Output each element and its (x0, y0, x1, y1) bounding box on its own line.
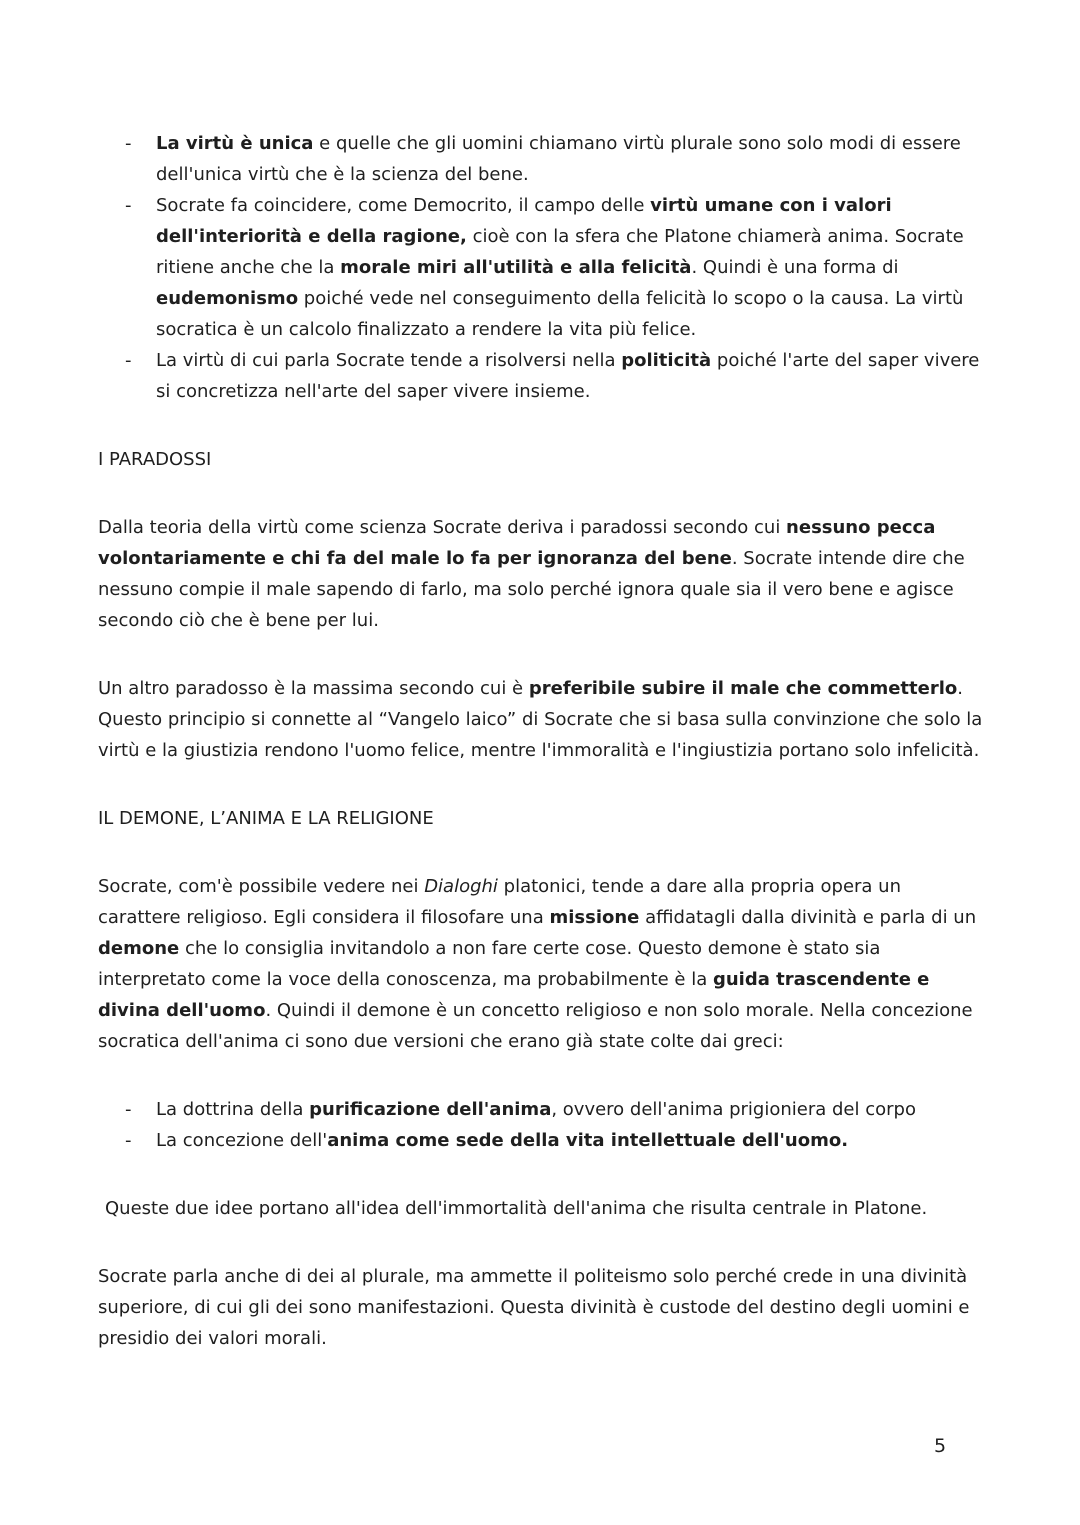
paragraph-demone (98, 871, 988, 1057)
paragraph-immortalita (98, 1193, 988, 1224)
bold-text: virtù umane con i valori dell'interiorità e della ragione, (156, 195, 892, 247)
list-item (98, 1094, 988, 1125)
bold-text: demone (98, 938, 180, 959)
bold-text: eudemonismo (156, 288, 299, 309)
text-run: Queste due idee portano all'idea dell'immortalità dell'anima che risulta centrale in Platone. (105, 1198, 928, 1219)
section-heading-demone: IL DEMONE, L’ANIMA E LA RELIGIONE (98, 808, 434, 829)
text-run: Socrate parla anche di dei al plurale, ma ammette il politeismo solo perché crede in una divinità superiore, di cui gli dei sono manifestazioni. Questa divinità è custode del destino degli uomini e presidio dei valori morali. (98, 1266, 970, 1349)
text-run: Socrate, com'è possibile vedere nei (98, 876, 425, 897)
bold-text: La virtù è unica (156, 133, 314, 154)
bullet-dash: - (125, 350, 132, 371)
text-run: La concezione dell' (156, 1130, 328, 1151)
bold-text: purificazione dell'anima (309, 1099, 552, 1120)
bold-text: nessuno pecca volontariamente e chi fa del male lo fa per ignoranza del bene (98, 517, 936, 569)
bold-text: anima come sede della vita intellettuale dell'uomo. (327, 1130, 849, 1151)
text-run: Dalla teoria della virtù come scienza Socrate deriva i paradossi secondo cui (98, 517, 787, 538)
text-run: che lo consiglia invitandolo a non fare certe cose. Questo demone è stato sia interpretato come la voce della conoscenza, ma probabilmente è la (98, 938, 881, 990)
list-item (98, 1125, 988, 1156)
bullet-dash: - (125, 133, 132, 154)
bold-text: guida trascendente e divina dell'uomo (98, 969, 930, 1021)
text-run: . Quindi il demone è un concetto religioso e non solo morale. Nella concezione socratica dell'anima ci sono due versioni che erano già state colte dai greci: (98, 1000, 973, 1052)
text-run: Un altro paradosso è la massima secondo cui è (98, 678, 529, 699)
virtue-bullet-list (98, 128, 988, 407)
bold-text: preferibile subire il male che commetterlo (528, 678, 958, 699)
text-run: . Questo principio si connette al “Vangelo laico” di Socrate che si basa sulla convinzione che solo la virtù e la giustizia rendono l'uomo felice, mentre l'immoralità e l'ingiustizia portano solo infelicità. (98, 678, 983, 761)
document-page (98, 128, 988, 1354)
text-run: La dottrina della (156, 1099, 310, 1120)
bullet-dash: - (125, 1099, 132, 1120)
paragraph-divinita (98, 1261, 988, 1354)
text-run: poiché vede nel conseguimento della felicità lo scopo o la causa. La virtù socratica è un calcolo finalizzato a rendere la vita più felice. (156, 288, 964, 340)
text-run: cioè con la sfera che Platone chiamerà anima. Socrate ritiene anche che la (156, 226, 964, 278)
text-run: La virtù di cui parla Socrate tende a risolversi nella (156, 350, 622, 371)
section-heading-paradossi: I PARADOSSI (98, 449, 212, 470)
bold-text: missione (549, 907, 640, 928)
text-run: affidatagli dalla divinità e parla di un (639, 907, 977, 928)
soul-bullet-list (98, 1094, 988, 1156)
text-run: Socrate fa coincidere, come Democrito, il campo delle (156, 195, 651, 216)
bullet-dash: - (125, 195, 132, 216)
text-run: . Socrate intende dire che nessuno compie il male sapendo di farlo, ma solo perché ignora quale sia il vero bene e agisce secondo ciò che è bene per lui. (98, 548, 965, 631)
list-item (98, 128, 988, 190)
page-number: 5 (934, 1435, 947, 1457)
bullet-dash: - (125, 1130, 132, 1151)
italic-text: Dialoghi (424, 876, 498, 897)
paragraph-paradossi-1 (98, 512, 988, 636)
text-run: . Quindi è una forma di (691, 257, 899, 278)
bold-text: politicità (621, 350, 712, 371)
paragraph-paradossi-2 (98, 673, 988, 766)
text-run: , ovvero dell'anima prigioniera del corpo (551, 1099, 916, 1120)
text-run: platonici, tende a dare alla propria opera un carattere religioso. Egli considera il filosofare una (98, 876, 901, 928)
text-run: e quelle che gli uomini chiamano virtù plurale sono solo modi di essere dell'unica virtù che è la scienza del bene. (156, 133, 961, 185)
list-item (98, 345, 988, 407)
text-run: poiché l'arte del saper vivere si concretizza nell'arte del saper vivere insieme. (156, 350, 980, 402)
bold-text: morale miri all'utilità e alla felicità (340, 257, 692, 278)
list-item (98, 190, 988, 345)
